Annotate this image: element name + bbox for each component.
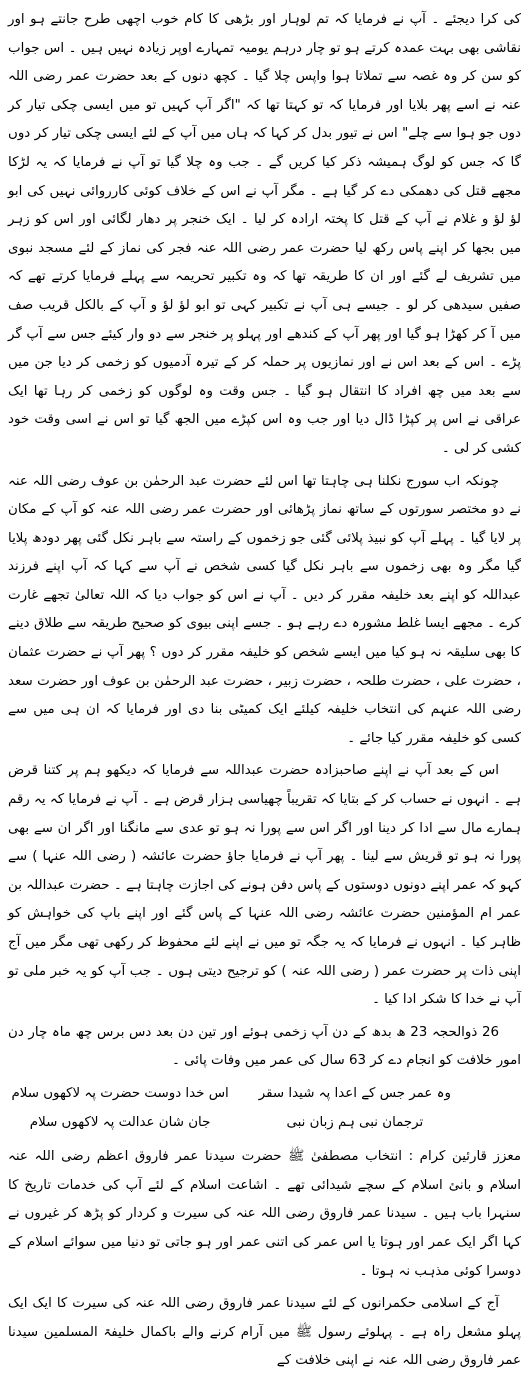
couplet-2-first-hemistich: ترجمان نبی ہم زبان نبی xyxy=(286,1114,424,1130)
couplet-1-first-hemistich: وہ عمر جس کے اعدا پہ شیدا سقر xyxy=(258,1085,451,1101)
paragraph-succession: چونکہ اب سورج نکلنا ہی چاہتا تھا اس لئے حضرت عبد الرحمٰن بن عوف رضی اللہ عنہ نے دو مختصر سورتوں کے ساتھ نماز پڑھائی اور حضرت عمر رضی اللہ عنہ کو آپ کے مکان پر لایا گیا ۔ پہلے آپ کو نبیذ پلائی گئی جو زخموں کے راستہ سے باہر نکل گئی پھر دودھ پلایا گیا مگر وہ بھی زخموں سے باہر نکل گیا کسی شخص نے آپ سے کہا کہ آپ اپنے فرزند عبداللہ کو اپنے بعد خلیفہ مقرر کر دیں ۔ آپ نے اس کو جواب دیا کہ اللہ تعالیٰ تجھے غارت کرے ۔ مجھے ایسا غلط مشورہ دے رہے ہو ۔ جسے اپنی بیوی کو صحیح طریقہ سے طلاق دینے کا بھی سلیقہ نہ ہو کیا میں ایسے شخص کو خلیفہ مقرر کر دوں ؟ پھر آپ نے حضرت عثمان ، حضرت علی ، حضرت طلحہ ، حضرت زبیر ، حضرت عبد الرحمٰن بن عوف اور حضرت سعد رضی اللہ عنہم کی انتخاب خلیفہ کیلئے ایک کمیٹی بنا دی اور فرمایا کہ ان ہی میں سے کسی کو خلیفہ مقرر کیا جائے ۔ xyxy=(8,473,521,746)
couplet-2-second-hemistich: جان شان عدالت پہ لاکھوں سلام xyxy=(29,1114,211,1130)
couplet-1-second-hemistich: اس خدا دوست حضرت پہ لاکھوں سلام xyxy=(11,1085,229,1101)
paragraph-readers-address: معزز قارئین کرام : انتخاب مصطفیٰ ﷺ حضرت سیدنا عمر فاروق اعظم رضی اللہ عنہ اسلام و بانئ اسلام کے سچے شیدائی تھے ۔ اشاعت اسلام کے لئے آپ کی خدمات تاریخ کا سنہرا باب ہیں ۔ سیدنا عمر فاروق رضی اللہ عنہ کی سیرت و کردار کو پڑھ کر غیروں نے کہا اگر ایک عمر اور ہوتا یا اس عمر کی اتنی عمر اور ہو جاتی تو دنیا میں سوائے اسلام کے دوسرا کوئی مذہب نہ ہوتا ۔ xyxy=(8,1149,521,1279)
poem-couplets xyxy=(8,1080,521,1137)
paragraph-assassination: کی کرا دیجئے ۔ آپ نے فرمایا کہ تم لوہار اور بڑھی کا کام خوب اچھی طرح جانتے ہو اور نقاشی بھی بہت عمدہ کرتے ہو تو چار درہم یومیہ تمہارے اوپر زیادہ نہیں ہیں ۔ اس جواب کو سن کر وہ غصہ سے تملاتا ہوا واپس چلا گیا ۔ کچھ دنوں کے بعد حضرت عمر رضی اللہ عنہ نے اسے پھر بلایا اور فرمایا کہ تو کہتا تھا کہ "اگر آپ کہیں تو میں ایسی چکی تیار کر دوں جو ہوا سے چلے" اس نے تیور بدل کر کہا کہ ہاں میں آپ کے لئے ایسی چکی تیار کر دوں گا کہ جس کو لوگ ہمیشہ ذکر کیا کریں گے ۔ جب وہ چلا گیا تو آپ نے فرمایا کہ یہ لڑکا مجھے قتل کی دھمکی دے کر گیا ہے ۔ مگر آپ نے اس کے خلاف کوئی کارروائی نہیں کی ابو لؤ لؤ و غلام نے آپ کے قتل کا پختہ ارادہ کر لیا ۔ ایک خنجر پر دھار لگائی اور اس کو زہر میں بجھا کر اپنے پاس رکھ لیا حضرت عمر رضی اللہ عنہ فجر کی نماز کے لئے مسجد نبوی میں تشریف لے گئے اور ان کا طریقہ تھا کہ وہ تکبیر تحریمہ سے پہلے فرمایا کرتے تھے کہ صفیں سیدھی کر لو ۔ جیسے ہی آپ نے تکبیر کہی تو ابو لؤ لؤ و آپ کے بالکل قریب صف میں آ کر کھڑا ہو گیا اور پھر آپ کے کندھے اور پہلو پر خنجر سے دو وار کیئے جس سے آپ گر پڑے ۔ اس کے بعد اس نے اور نمازیوں پر حملہ کر کے تیرہ آدمیوں کو زخمی کر دیا جن میں سے بعد میں چھ افراد کا انتقال ہو گیا ۔ جس وقت وہ لوگوں کو زخمی کر رہا تھا ایک عراقی نے اس پر کپڑا ڈال دیا اور جب وہ اس کپڑے میں الجھ گیا تو اس نے اسی وقت خود کشی کر لی ۔ xyxy=(8,12,521,456)
paragraph-debts-burial: اس کے بعد آپ نے اپنے صاحبزادہ حضرت عبداللہ سے فرمایا کہ دیکھو ہم پر کتنا قرض ہے ۔ انہوں نے حساب کر کے بتایا کہ تقریباً چھیاسی ہزار قرض ہے ۔ آپ نے فرمایا کہ یہ رقم ہمارے مال سے ادا کر دینا اور اگر اس سے پورا نہ ہو تو عدی سے مانگنا اور اگر ان سے بھی پورا نہ ہو تو قریش سے لینا ۔ پھر آپ نے فرمایا جاؤ حضرت عائشہ ( رضی اللہ عنہا ) سے کہو کہ عمر اپنے دونوں دوستوں کے پاس دفن ہونے کی اجازت چاہتا ہے ۔ حضرت عبداللہ بن عمر ام المؤمنین حضرت عائشہ رضی اللہ عنہا کے پاس گئے اور اپنے باپ کی خواہش کو ظاہر کیا ۔ انہوں نے فرمایا کہ یہ جگہ تو میں نے اپنے لئے محفوظ کر رکھی تھی مگر میں آج اپنی ذات پر حضرت عمر ( رضی اللہ عنہ ) کو ترجیح دیتی ہوں ۔ جب آپ کو یہ خبر ملی تو آپ نے خدا کا شکر ادا کیا ۔ xyxy=(7,763,521,1008)
paragraph-rulers-lesson: آج کے اسلامی حکمرانوں کے لئے سیدنا عمر فاروق رضی اللہ عنہ کی سیرت کا ایک ایک پہلو مشعل راہ ہے ۔ پہلوئے رسول ﷺ میں آرام کرنے والے باکمال خلیفۃ المسلمین سیدنا عمر فاروق رضی اللہ عنہ نے اپنی خلافت کے xyxy=(8,1296,521,1369)
paragraph-death-date: 26 ذوالحجہ 23 ھ بدھ کے دن آپ زخمی ہوئے اور تین دن بعد دس برس چھ ماہ چار دن امور خلافت کو انجام دے کر 63 سال کی عمر میں وفات پائی ۔ xyxy=(8,1024,521,1069)
